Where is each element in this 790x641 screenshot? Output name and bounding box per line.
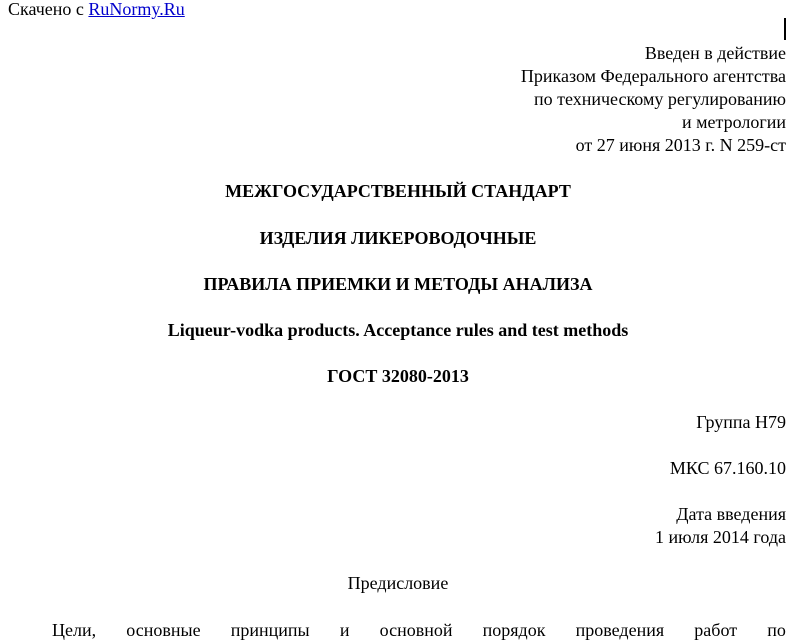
source-attribution <box>8 0 185 20</box>
product-heading: ИЗДЕЛИЯ ЛИКЕРОВОДОЧНЫЕ <box>259 228 537 248</box>
mks-code: МКС 67.160.10 <box>669 458 786 478</box>
rules-heading: ПРАВИЛА ПРИЕМКИ И МЕТОДЫ АНАЛИЗА <box>203 274 593 294</box>
body-word: проведения <box>575 620 665 640</box>
preface-first-line <box>52 619 786 641</box>
enactment-block <box>521 42 786 157</box>
intro-date-value: 1 июля 2014 года <box>655 527 786 547</box>
intro-date-label: Дата введения <box>676 504 786 524</box>
standard-type-heading: МЕЖГОСУДАРСТВЕННЫЙ СТАНДАРТ <box>225 181 571 201</box>
enactment-line: Приказом Федерального агентства <box>520 66 786 86</box>
source-prefix: Скачено с <box>8 0 89 19</box>
body-word: основные <box>126 620 201 640</box>
source-link[interactable]: RuNormy.Ru <box>88 0 185 19</box>
enactment-line: Введен в действие <box>644 43 786 63</box>
body-word: порядок <box>482 620 546 640</box>
enactment-line: и метрологии <box>682 112 786 132</box>
body-word: работ <box>694 620 738 640</box>
gost-number: ГОСТ 32080-2013 <box>327 366 469 386</box>
text-cursor <box>784 18 786 40</box>
body-word: принципы <box>230 620 310 640</box>
preface-heading: Предисловие <box>347 573 449 593</box>
body-word: Цели, <box>52 620 97 640</box>
enactment-line: по техническому регулированию <box>533 89 786 109</box>
body-word: по <box>767 620 786 640</box>
enactment-line: от 27 июня 2013 г. N 259-ст <box>575 135 786 155</box>
group-code: Группа Н79 <box>696 412 786 432</box>
body-word: основной <box>379 620 453 640</box>
body-word: и <box>339 620 350 640</box>
english-title: Liqueur-vodka products. Acceptance rules and test methods <box>167 320 629 340</box>
